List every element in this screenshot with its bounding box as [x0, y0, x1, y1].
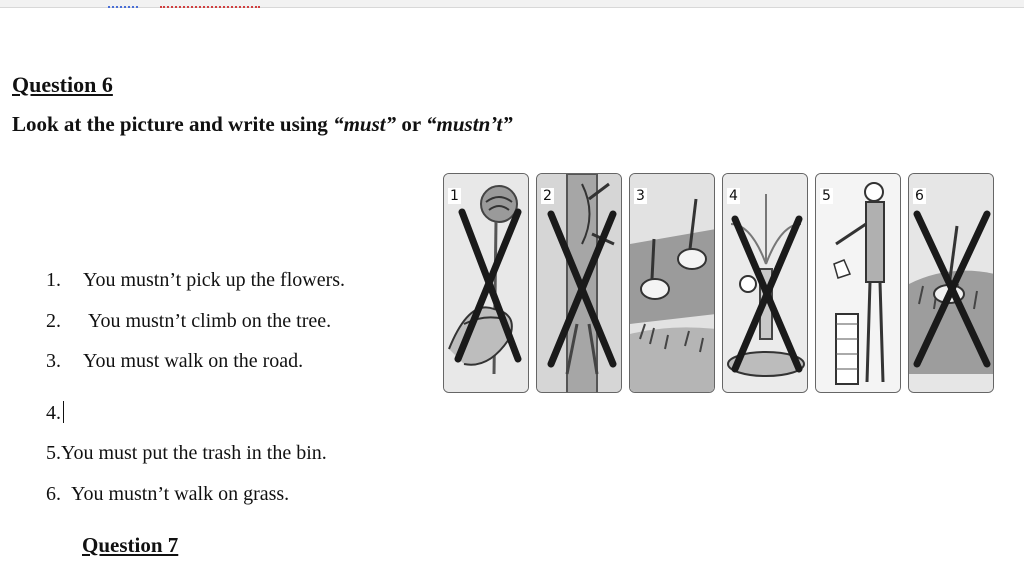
answer-text[interactable]: You must put the trash in the bin.	[61, 442, 327, 464]
answer-line[interactable]	[46, 483, 289, 506]
answer-line[interactable]	[46, 310, 331, 333]
panel-number: 5	[822, 188, 831, 204]
panel-number: 1	[450, 188, 459, 204]
panel-4	[722, 173, 808, 393]
panel-3	[629, 173, 715, 393]
tree-climb-icon	[537, 174, 622, 393]
panel-number: 4	[729, 188, 738, 204]
question-title: Question 6	[12, 72, 113, 97]
panel-2	[536, 173, 622, 393]
spellcheck-underline	[160, 2, 260, 8]
answer-number: 2.	[46, 310, 61, 332]
instruction-or: or	[396, 112, 427, 136]
answer-line[interactable]	[46, 401, 64, 425]
trash-bin-icon	[816, 174, 901, 393]
panel-number: 3	[636, 188, 645, 204]
instruction-mustnt: “mustn’t”	[426, 112, 513, 136]
grass-feet-icon	[909, 174, 994, 393]
answer-text[interactable]: You mustn’t climb on the tree.	[88, 310, 332, 332]
answer-number: 3.	[46, 350, 61, 372]
answer-line[interactable]	[46, 442, 327, 465]
answer-number: 5.	[46, 442, 61, 464]
panel-number: 2	[543, 188, 552, 204]
answer-line[interactable]	[46, 350, 303, 373]
walking-feet-icon	[630, 174, 715, 393]
panel-number: 6	[915, 188, 924, 204]
fountain-icon	[723, 174, 808, 393]
picture-panels	[443, 173, 995, 395]
answer-text[interactable]: You mustn’t pick up the flowers.	[83, 269, 346, 291]
spellcheck-underline	[108, 2, 138, 8]
answer-line[interactable]	[46, 269, 345, 292]
instruction	[12, 112, 513, 137]
answer-number: 4.	[46, 402, 61, 424]
panel-6	[908, 173, 994, 393]
instruction-must: “must”	[333, 112, 397, 136]
instruction-prefix: Look at the picture and write using	[12, 112, 334, 136]
answer-number: 1.	[46, 269, 61, 291]
answer-number: 6.	[46, 483, 61, 505]
toolbar-strip	[0, 0, 1024, 8]
panel-1	[443, 173, 529, 393]
panel-5	[815, 173, 901, 393]
answer-text[interactable]: You must walk on the road.	[83, 350, 304, 372]
next-question-title: Question 7	[82, 533, 179, 557]
text-cursor	[63, 401, 64, 423]
answer-text[interactable]: You mustn’t walk on grass.	[71, 483, 290, 505]
flower-icon	[444, 174, 529, 393]
